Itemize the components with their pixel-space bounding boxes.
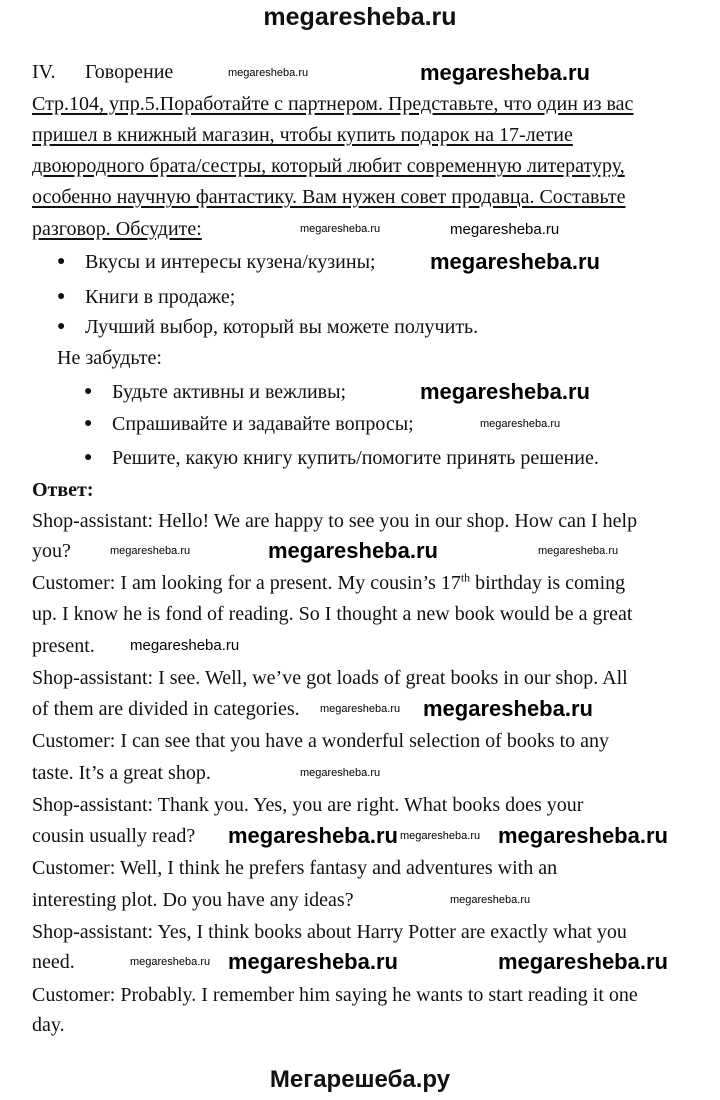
- superscript: th: [460, 570, 471, 585]
- dialogue-line: taste. It’s a great shop.: [32, 762, 211, 784]
- bullet-icon: ●: [57, 289, 66, 304]
- discuss-item: Книги в продаже;: [85, 286, 236, 308]
- dialogue-line: Shop-assistant: Yes, I think books about Harry Potter are exactly what you: [32, 921, 627, 943]
- watermark: megaresheba.ru: [430, 249, 600, 274]
- dialogue-line: Shop-assistant: Thank you. Yes, you are right. What books does your: [32, 794, 584, 816]
- remember-item: Будьте активны и вежливы;: [112, 381, 347, 403]
- watermark: megaresheba.ru: [228, 949, 398, 974]
- remember-label: Не забудьте:: [57, 347, 162, 369]
- watermark: megaresheba.ru: [400, 830, 481, 842]
- watermark: megaresheba.ru: [420, 60, 590, 85]
- dialogue-line: interesting plot. Do you have any ideas?: [32, 889, 354, 911]
- site-header: megaresheba.ru: [263, 3, 457, 31]
- dialogue-line: [32, 572, 625, 594]
- bullet-icon: ●: [57, 254, 66, 269]
- watermark: megaresheba.ru: [228, 67, 309, 79]
- dialogue-line: you?: [32, 540, 71, 562]
- bullet-icon: ●: [84, 384, 93, 399]
- watermark: megaresheba.ru: [480, 418, 561, 430]
- answer-label: Ответ:: [32, 479, 94, 501]
- discuss-item: Лучший выбор, который вы можете получить.: [85, 316, 479, 338]
- dialogue-text: Customer: I am looking for a present. My cousin’s 17: [32, 572, 461, 594]
- watermark: megaresheba.ru: [320, 703, 401, 715]
- dialogue-text: birthday is coming: [470, 572, 626, 594]
- section-number: IV.: [32, 61, 56, 83]
- dialogue-line: Customer: I can see that you have a wonderful selection of books to any: [32, 730, 610, 752]
- watermark: megaresheba.ru: [498, 823, 668, 848]
- site-footer: Мегарешеба.ру: [269, 1066, 451, 1093]
- task-line: особенно научную фантастику. Вам нужен совет продавца. Составьте: [32, 186, 626, 208]
- watermark: megaresheba.ru: [300, 767, 381, 779]
- dialogue-line: up. I know he is fond of reading. So I thought a new book would be a great: [32, 603, 633, 625]
- watermark: megaresheba.ru: [450, 894, 531, 906]
- remember-item: Спрашивайте и задавайте вопросы;: [112, 413, 414, 435]
- task-line: разговор. Обсудите:: [32, 218, 202, 240]
- watermark: megaresheba.ru: [130, 956, 211, 968]
- watermark: megaresheba.ru: [228, 823, 398, 848]
- bullet-icon: ●: [84, 450, 93, 465]
- dialogue-line: need.: [32, 951, 75, 973]
- task-line: Стр.104, упр.5.Поработайте с партнером. Представьте, что один из вас: [32, 93, 634, 115]
- watermark: megaresheba.ru: [423, 696, 593, 721]
- watermark: megaresheba.ru: [498, 949, 668, 974]
- bullet-icon: ●: [84, 416, 93, 431]
- task-line: пришел в книжный магазин, чтобы купить подарок на 17-летие: [32, 124, 573, 146]
- remember-item: Решите, какую книгу купить/помогите принять решение.: [112, 447, 599, 469]
- dialogue-line: Shop-assistant: Hello! We are happy to see you in our shop. How can I help: [32, 510, 638, 532]
- watermark: megaresheba.ru: [538, 545, 619, 557]
- task-line: двоюродного брата/сестры, который любит современную литературу,: [32, 155, 625, 177]
- dialogue-line: Customer: Well, I think he prefers fantasy and adventures with an: [32, 857, 558, 879]
- watermark: megaresheba.ru: [268, 538, 438, 563]
- watermark: megaresheba.ru: [420, 379, 590, 404]
- watermark: megaresheba.ru: [450, 221, 560, 238]
- watermark: megaresheba.ru: [130, 637, 240, 654]
- watermark: megaresheba.ru: [300, 223, 381, 235]
- dialogue-line: Customer: Probably. I remember him saying he wants to start reading it one: [32, 984, 638, 1006]
- bullet-icon: ●: [57, 319, 66, 334]
- section-title: Говорение: [85, 61, 174, 83]
- dialogue-line: Shop-assistant: I see. Well, we’ve got loads of great books in our shop. All: [32, 667, 628, 689]
- discuss-item: Вкусы и интересы кузена/кузины;: [85, 251, 376, 273]
- dialogue-line: present.: [32, 635, 95, 657]
- watermark: megaresheba.ru: [110, 545, 191, 557]
- dialogue-line: day.: [32, 1014, 65, 1036]
- dialogue-line: of them are divided in categories.: [32, 698, 300, 720]
- dialogue-line: cousin usually read?: [32, 825, 196, 847]
